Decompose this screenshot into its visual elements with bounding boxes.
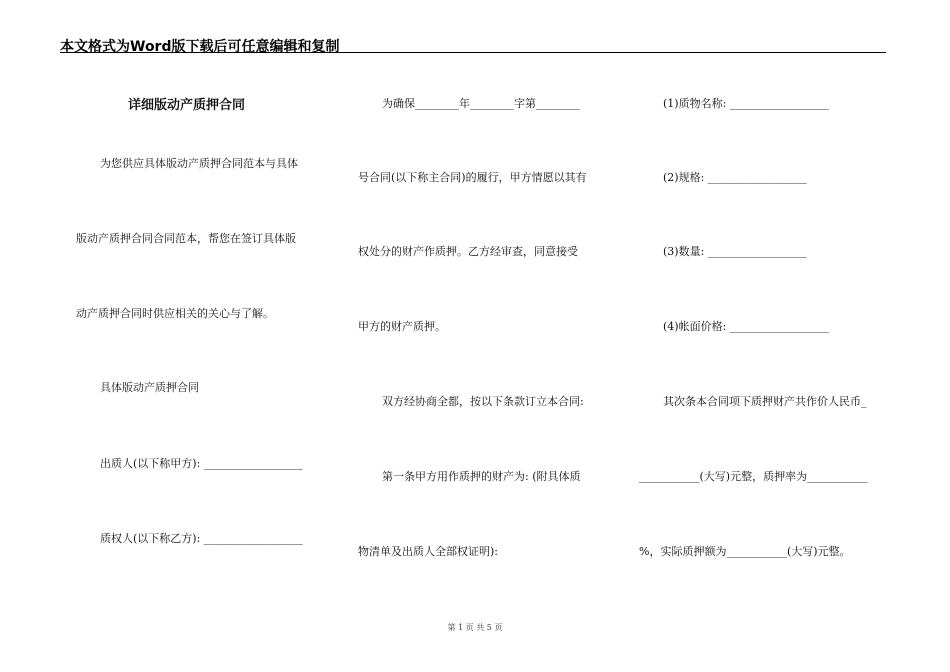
text-line: 质权人(以下称乙方): __________________ bbox=[100, 532, 303, 545]
text-line: 为您供应具体版动产质押合同范本与具体 bbox=[100, 157, 298, 170]
text-line: %，实际质押额为___________(大写)元整。 bbox=[639, 545, 851, 558]
text-line: 第一条甲方用作质押的财产为: (附具体质 bbox=[382, 470, 581, 483]
text-line: 权处分的财产作质押。乙方经审查，同意接受 bbox=[358, 245, 578, 258]
text-line: (1)质物名称: __________________ bbox=[663, 97, 829, 110]
text-line: 版动产质押合同合同范本，帮您在签订具体版 bbox=[76, 232, 296, 245]
header-divider bbox=[60, 52, 886, 53]
text-line: 物清单及出质人全部权证明): bbox=[358, 545, 498, 558]
page-footer: 第 1 页 共 5 页 bbox=[447, 623, 503, 632]
text-line: 具体版动产质押合同 bbox=[100, 381, 199, 394]
text-line: (4)帐面价格: __________________ bbox=[663, 320, 829, 333]
document-header: 本文格式为Word版下载后可任意编辑和复制 bbox=[60, 39, 340, 55]
text-line: 为确保________年________字第________ bbox=[382, 97, 580, 110]
text-line: 甲方的财产质押。 bbox=[358, 320, 446, 333]
text-line: (2)规格: __________________ bbox=[663, 171, 807, 184]
text-line: 其次条本合同项下质押财产共作价人民币_ bbox=[663, 395, 867, 408]
document-title: 详细版动产质押合同 bbox=[128, 98, 246, 113]
text-line: 号合同(以下称主合同)的履行，甲方情愿以其有 bbox=[358, 171, 587, 184]
text-line: 动产质押合同时供应相关的关心与了解。 bbox=[76, 307, 274, 320]
text-line: (3)数量: __________________ bbox=[663, 245, 807, 258]
text-line: ___________(大写)元整，质押率为___________ bbox=[639, 470, 868, 483]
text-line: 双方经协商全都，按以下条款订立本合同: bbox=[382, 395, 584, 408]
text-line: 出质人(以下称甲方): __________________ bbox=[100, 457, 303, 470]
